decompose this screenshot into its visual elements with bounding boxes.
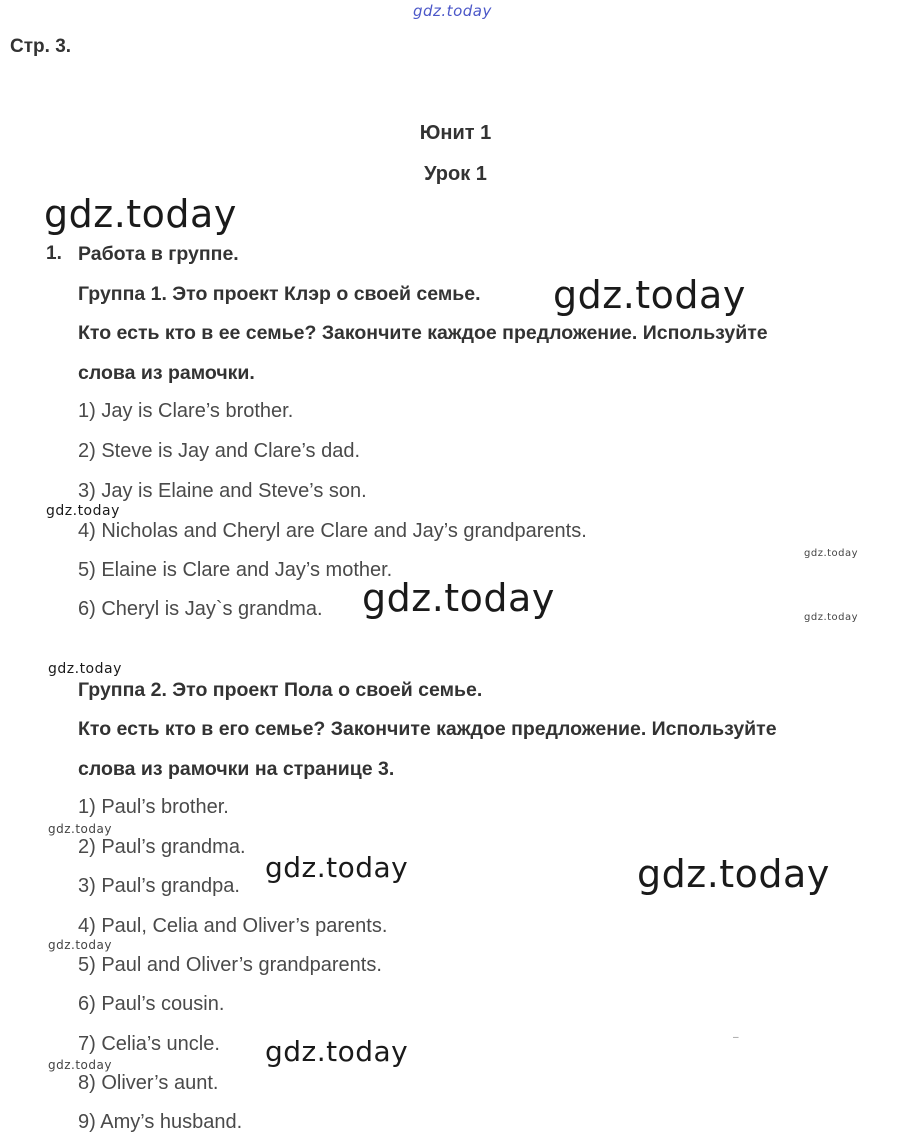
watermark-large: gdz.today — [362, 576, 555, 620]
watermark-tiny: gdz.today — [804, 612, 859, 623]
watermark-tiny: gdz.today — [48, 938, 112, 952]
watermark-tiny: gdz.today — [804, 548, 859, 559]
group2-title: Группа 2. Это проект Пола о своей семье. — [78, 679, 483, 701]
page-label: Стр. 3. — [10, 36, 72, 57]
group2-item: 7) Celia’s uncle. — [78, 1033, 220, 1055]
watermark-large: gdz.today — [553, 273, 746, 317]
group1-item: 3) Jay is Elaine and Steve’s son. — [78, 480, 367, 502]
exercise-title: Работа в группе. — [78, 243, 239, 265]
group2-instruction-line2: слова из рамочки на странице 3. — [78, 758, 395, 780]
group1-instruction-line1: Кто есть кто в ее семье? Закончите каждое предложение. Используйте — [78, 322, 768, 344]
lesson-title: Урок 1 — [424, 163, 487, 185]
group2-item: 5) Paul and Oliver’s grandparents. — [78, 954, 382, 976]
watermark-small: gdz.today — [48, 661, 122, 677]
group1-instruction-line2: слова из рамочки. — [78, 362, 255, 384]
unit-title: Юнит 1 — [419, 122, 492, 144]
watermark-small: gdz.today — [46, 503, 120, 519]
group2-item: 4) Paul, Celia and Oliver’s parents. — [78, 915, 388, 937]
group2-item: 2) Paul’s grandma. — [78, 836, 246, 858]
group2-instruction-line1: Кто есть кто в его семье? Закончите каждое предложение. Используйте — [78, 718, 777, 740]
group1-title: Группа 1. Это проект Клэр о своей семье. — [78, 283, 481, 305]
group1-item: 1) Jay is Clare’s brother. — [78, 400, 294, 422]
group1-item: 5) Elaine is Clare and Jay’s mother. — [78, 559, 393, 581]
group2-item: 3) Paul’s grandpa. — [78, 875, 240, 897]
watermark-large: gdz.today — [44, 192, 237, 236]
watermark-large: gdz.today — [637, 852, 830, 896]
group2-item: 8) Oliver’s aunt. — [78, 1072, 219, 1094]
watermark-tiny: gdz.today — [48, 822, 112, 836]
exercise-number: 1. — [46, 243, 62, 264]
watermark-medium: gdz.today — [265, 851, 409, 884]
watermark-medium: gdz.today — [265, 1035, 409, 1068]
group1-item: 2) Steve is Jay and Clare’s dad. — [78, 440, 361, 462]
group2-item: 1) Paul’s brother. — [78, 796, 229, 818]
watermark-top: gdz.today — [413, 2, 492, 20]
group1-item: 6) Cheryl is Jay`s grandma. — [78, 598, 323, 620]
group2-item: 6) Paul’s cousin. — [78, 993, 225, 1015]
dash-mark: – — [733, 1032, 739, 1043]
group2-item: 9) Amy’s husband. — [78, 1111, 243, 1133]
group1-item: 4) Nicholas and Cheryl are Clare and Jay’s grandparents. — [78, 520, 587, 542]
watermark-tiny: gdz.today — [48, 1058, 112, 1072]
